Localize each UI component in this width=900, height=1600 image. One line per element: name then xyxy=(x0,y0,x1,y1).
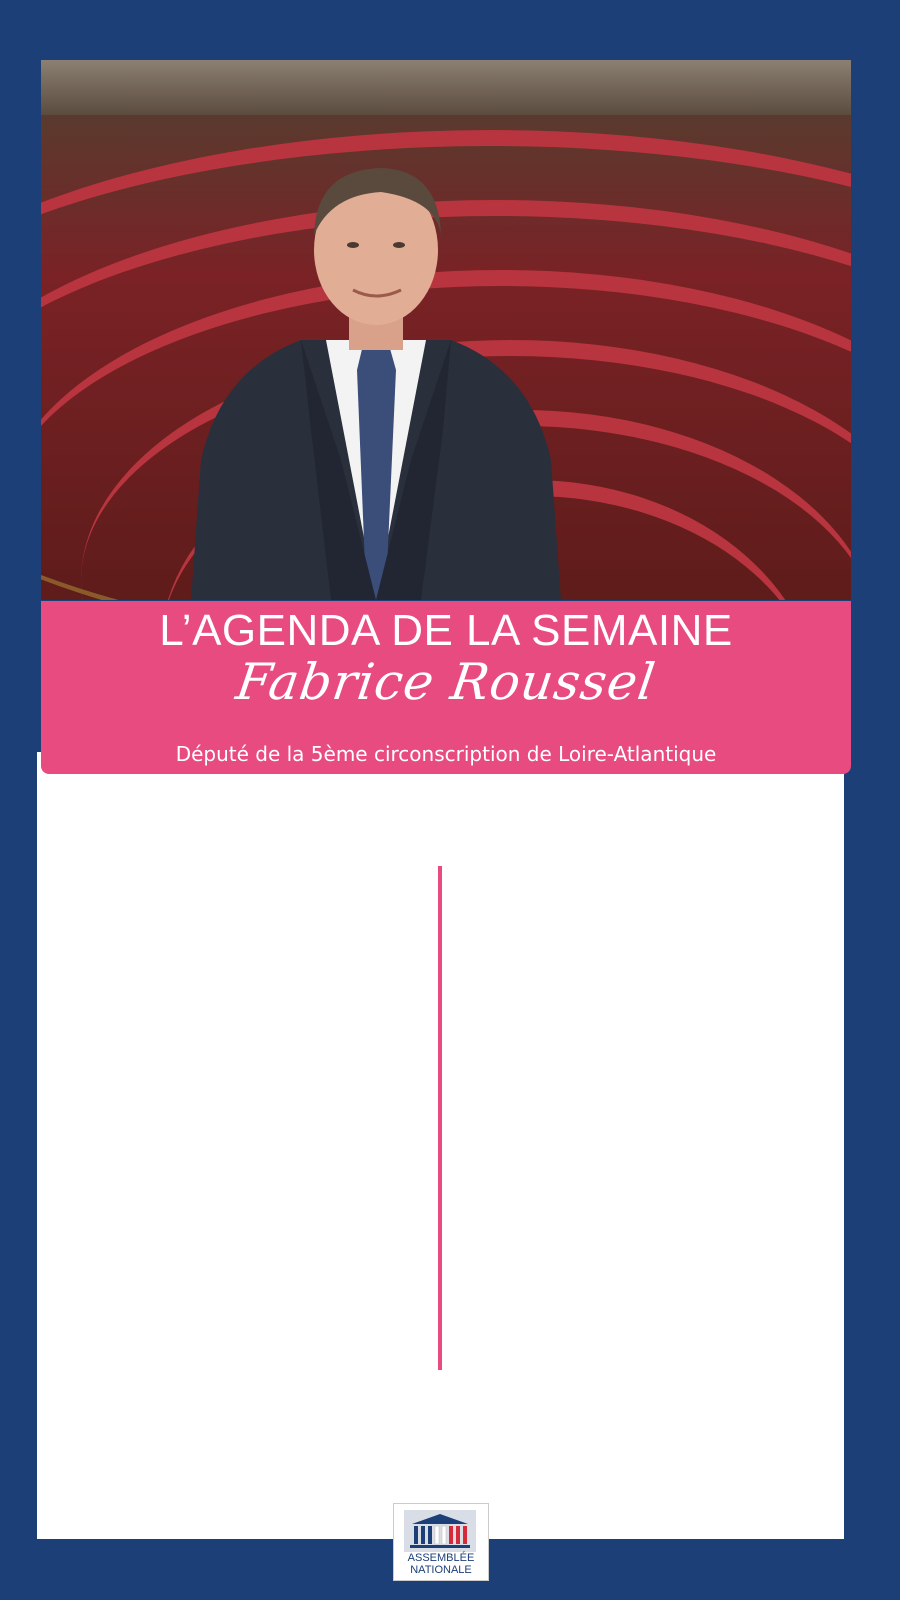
hemicycle-emblem-icon xyxy=(404,1510,476,1552)
hero-photo xyxy=(41,60,851,600)
deputy-subtitle: Député de la 5ème circonscription de Loire-Atlantique xyxy=(175,742,717,766)
logo-line: ASSEMBLÉE xyxy=(407,1552,475,1564)
agenda-title: L’AGENDA DE LA SEMAINE xyxy=(159,606,733,655)
deputy-name: Fabrice Roussel xyxy=(232,653,660,711)
column-divider xyxy=(438,866,442,1370)
hemicycle-wall xyxy=(41,60,851,115)
assemblee-nationale-logo xyxy=(393,1503,489,1581)
logo-text xyxy=(394,1552,488,1576)
title-banner xyxy=(41,601,851,774)
logo-line: NATIONALE xyxy=(410,1564,472,1576)
deputy-portrait xyxy=(181,130,571,600)
